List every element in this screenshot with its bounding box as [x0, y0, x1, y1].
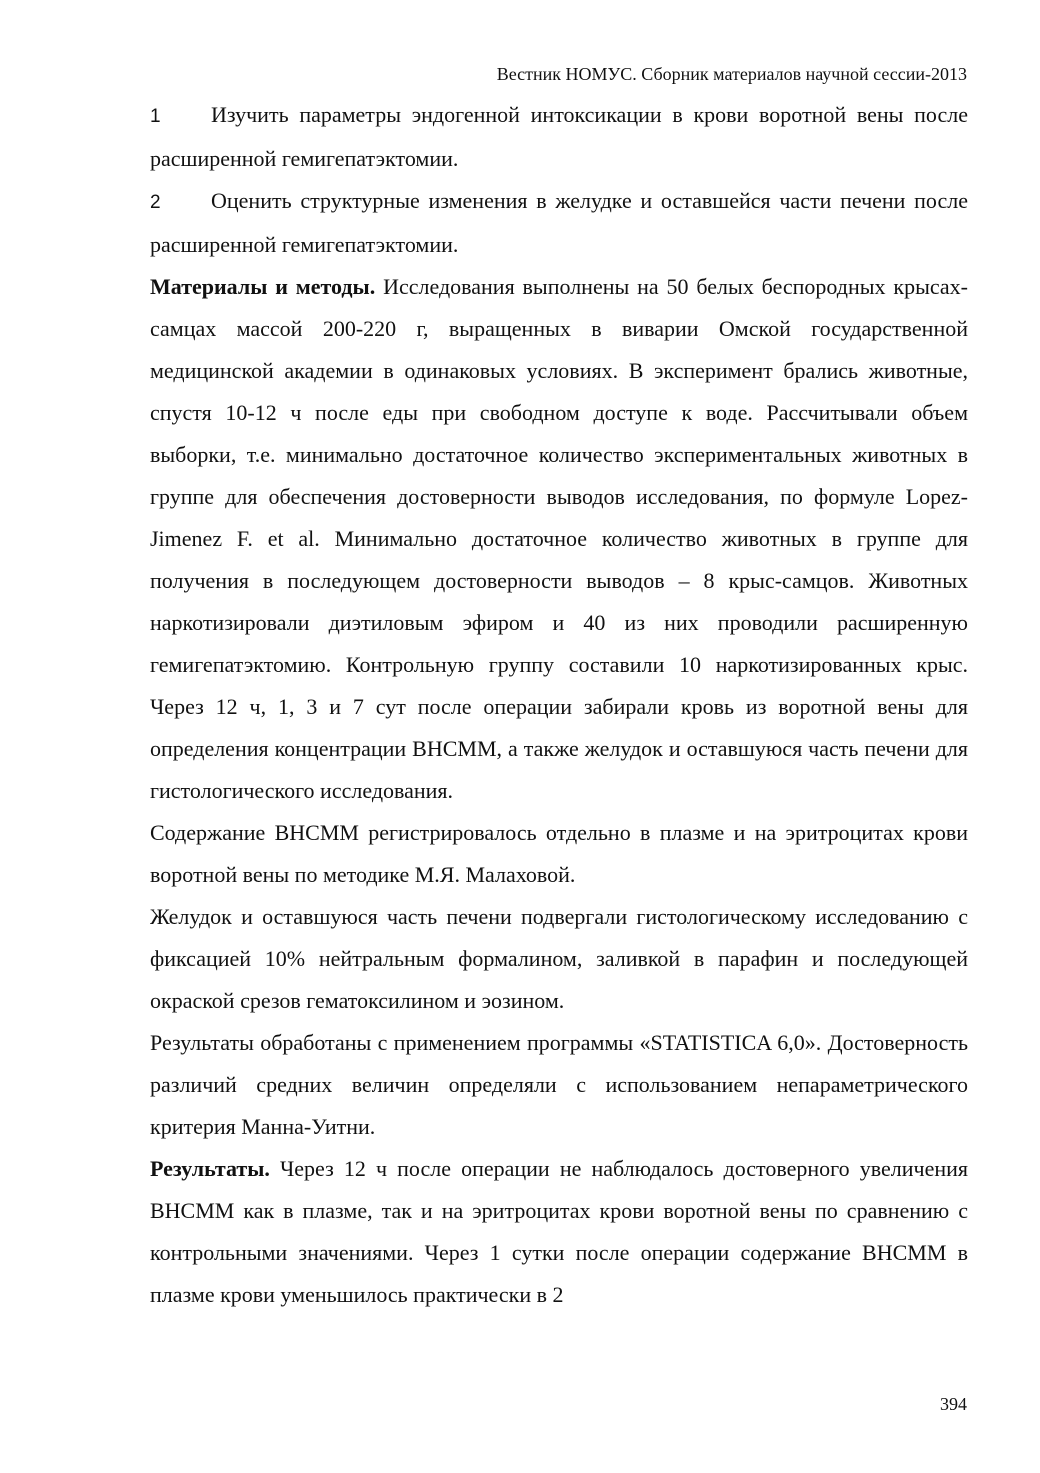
- results-heading: Результаты.: [150, 1156, 270, 1181]
- methods-heading: Материалы и методы.: [150, 274, 376, 299]
- objective-number: 2: [150, 192, 161, 213]
- objective-item-1: [150, 94, 968, 180]
- article-body: [150, 94, 968, 1316]
- histology-paragraph: Желудок и оставшуюся часть печени подвергали гистологическому исследованию с фиксацией 10% нейтральным формалином, заливкой в парафин и последующей окраской срезов гематоксилином и эозином.: [150, 904, 968, 1013]
- results-text: Через 12 ч после операции не наблюдалось достоверного увеличения ВНСММ как в плазме, так и на эритроцитах крови воротной вены по сравнению с контрольными значениями. Через 1 сутки после операции содержание ВНСММ в плазме крови уменьшилось практически в 2: [150, 1156, 969, 1307]
- methods-text: Исследования выполнены на 50 белых беспородных крысах-самцах массой 200-220 г, выращенных в виварии Омской государственной медицинской академии в одинаковых условиях. В эксперимент брались животные, спустя 10-12 ч после еды при свободном доступе к воде. Рассчитывали объем выборки, т.е. минимально достаточное количество экспериментальных животных в группе для обеспечения достоверности выводов исследования, по формуле Lopez-Jimenez F. et al. Минимально достаточное количество животных в группе для получения в последующем достоверности выводов – 8 крыс-самцов. Животных наркотизировали диэтиловым эфиром и 40 из них проводили расширенную гемигепатэктомию. Контрольную группу составили 10 наркотизированных крыс. Через 12 ч, 1, 3 и 7 сут после операции забирали кровь из воротной вены для определения концентрации ВНСММ, а также желудок и оставшуюся часть печени для гистологического исследования.: [150, 274, 968, 803]
- objective-number: 1: [150, 106, 161, 127]
- methods-paragraph: [150, 266, 968, 812]
- objective-text: Оценить структурные изменения в желудке и оставшейся части печени после расширенной гемигепатэктомии.: [150, 188, 968, 257]
- statistics-paragraph: Результаты обработаны с применением программы «STATISTICA 6,0». Достоверность различий средних величин определяли с использованием непараметрического критерия Манна-Уитни.: [150, 1030, 968, 1139]
- results-paragraph: [150, 1148, 968, 1316]
- objective-text: Изучить параметры эндогенной интоксикации в крови воротной вены после расширенной гемигепатэктомии.: [150, 102, 968, 171]
- analysis-paragraph: Содержание ВНСММ регистрировалось отдельно в плазме и на эритроцитах крови воротной вены по методике М.Я. Малаховой.: [150, 820, 968, 887]
- objective-item-2: [150, 180, 968, 266]
- running-header: Вестник НОМУС. Сборник материалов научной сессии-2013: [496, 64, 967, 84]
- page-number: 394: [940, 1394, 967, 1414]
